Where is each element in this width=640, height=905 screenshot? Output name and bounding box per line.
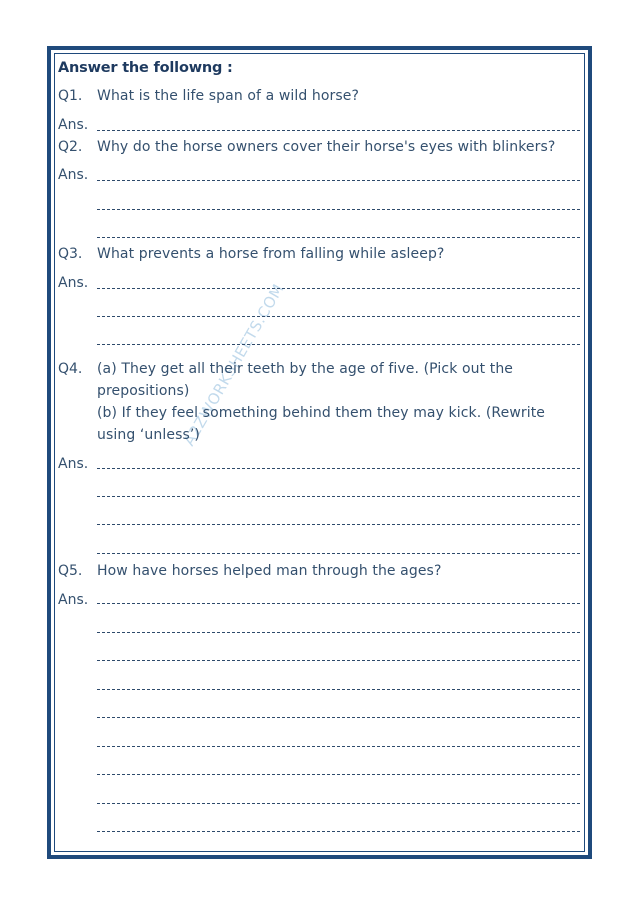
answer-line[interactable]	[97, 209, 580, 210]
answer-label: Ans.	[58, 117, 89, 133]
question-text: What prevents a horse from falling while asleep?	[97, 246, 445, 262]
question-number: Q3.	[58, 246, 83, 262]
answer-line[interactable]	[97, 689, 580, 690]
answer-label: Ans.	[58, 167, 89, 183]
answer-line[interactable]	[97, 803, 580, 804]
answer-line[interactable]	[97, 130, 580, 131]
answer-line[interactable]	[97, 496, 580, 497]
answer-line[interactable]	[97, 746, 580, 747]
question-text-a: (a) They get all their teeth by the age of five. (Pick out the	[97, 361, 514, 377]
worksheet-inner-border	[54, 53, 585, 852]
question-text: How have horses helped man through the ages?	[97, 563, 442, 579]
answer-label: Ans.	[58, 275, 89, 291]
answer-line[interactable]	[97, 632, 580, 633]
answer-line[interactable]	[97, 316, 580, 317]
answer-line[interactable]	[97, 180, 580, 181]
question-text-b-cont: using ‘unless’)	[97, 427, 200, 443]
answer-line[interactable]	[97, 774, 580, 775]
answer-line[interactable]	[97, 288, 580, 289]
worksheet-border	[47, 46, 592, 859]
answer-label: Ans.	[58, 456, 89, 472]
answer-line[interactable]	[97, 344, 580, 345]
answer-line[interactable]	[97, 831, 580, 832]
question-number: Q1.	[58, 88, 83, 104]
answer-line[interactable]	[97, 237, 580, 238]
question-text-a-cont: prepositions)	[97, 383, 190, 399]
question-number: Q4.	[58, 361, 83, 377]
answer-line[interactable]	[97, 468, 580, 469]
worksheet-heading: Answer the followng :	[58, 60, 233, 76]
question-number: Q5.	[58, 563, 83, 579]
answer-line[interactable]	[97, 603, 580, 604]
answer-label: Ans.	[58, 592, 89, 608]
question-text: What is the life span of a wild horse?	[97, 88, 360, 104]
question-text: Why do the horse owners cover their horse's eyes with blinkers?	[97, 139, 556, 155]
answer-line[interactable]	[97, 660, 580, 661]
question-text-b: (b) If they feel something behind them they may kick. (Rewrite	[97, 405, 546, 421]
question-number: Q2.	[58, 139, 83, 155]
answer-line[interactable]	[97, 553, 580, 554]
answer-line[interactable]	[97, 717, 580, 718]
answer-line[interactable]	[97, 524, 580, 525]
watermark: A2ZWORKSHEETS.COM	[180, 280, 288, 449]
